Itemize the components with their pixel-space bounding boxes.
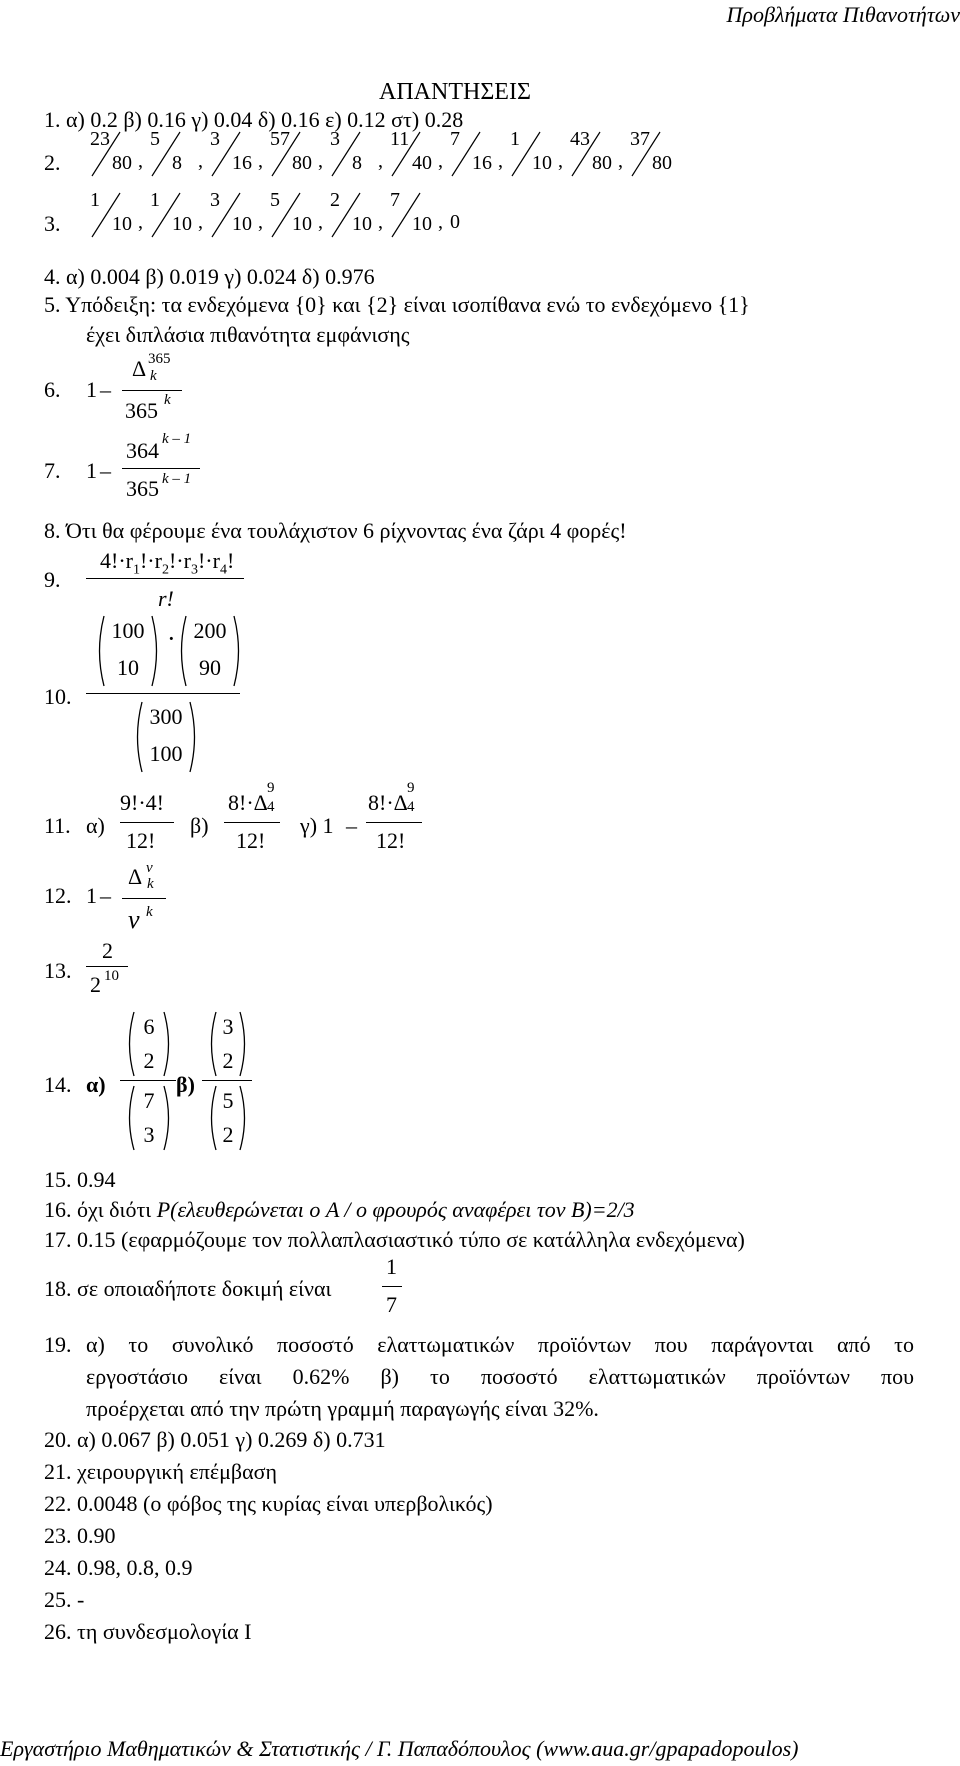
- binomial-bottom: 10: [117, 655, 139, 680]
- binomial-bottom: 100: [149, 741, 183, 766]
- answer-22: 22. 0.0048 (ο φόβος της κυρίας είναι υπερβολικός): [44, 1491, 493, 1516]
- fraction-denominator: 10: [232, 213, 252, 235]
- answer-7-num-sup: k – 1: [162, 431, 192, 447]
- binomial-top: 6: [143, 1014, 155, 1039]
- fraction-numerator: 7: [450, 128, 460, 150]
- answer-11-c-bar: [366, 822, 422, 823]
- answer-6-sub: k: [150, 368, 157, 384]
- slash-fraction: [146, 189, 202, 239]
- answer-19-line2: εργοστάσιο είναι 0.62% β) το ποσοστό ελαττωματικών προϊόντων που: [86, 1364, 914, 1389]
- answer-26: 26. τη συνδεσμολογία Ι: [44, 1619, 252, 1644]
- fraction-denominator: 8: [352, 152, 362, 174]
- binomial-top: 300: [149, 704, 183, 729]
- answer-18-den: 7: [386, 1292, 397, 1317]
- binomial-bottom: 3: [143, 1122, 155, 1147]
- fraction-denominator: 10: [352, 213, 372, 235]
- answer-7-num: 364: [126, 438, 159, 463]
- comma: ,: [138, 210, 143, 233]
- answer-11-b-den: 12!: [236, 828, 266, 853]
- fraction-denominator: 16: [472, 152, 492, 174]
- answer-21: 21. χειρουργική επέμβαση: [44, 1459, 277, 1484]
- tail-value: 0: [450, 210, 460, 233]
- slash-fraction: [446, 128, 502, 178]
- comma: ,: [378, 149, 383, 172]
- answer-11-b-bar: [224, 822, 280, 823]
- answer-1: 1. α) 0.2 β) 0.16 γ) 0.04 δ) 0.16 ε) 0.12 στ) 0.28: [44, 107, 464, 132]
- binomial-top: 100: [111, 618, 145, 643]
- comma: ,: [438, 149, 443, 172]
- answer-10-number: 10.: [44, 684, 72, 709]
- slash-fraction: [566, 128, 622, 178]
- answer-10-dot: ·: [167, 624, 176, 653]
- answer-10-binom-2: [176, 614, 244, 688]
- answer-14-b-top-binom: [206, 1010, 250, 1078]
- answer-14-b-label: β): [176, 1072, 195, 1097]
- answer-14-a-bottom-binom: [124, 1084, 174, 1152]
- answer-10-bar: [86, 693, 240, 694]
- answer-13-den-sup: 10: [104, 968, 119, 984]
- answer-6-delta: Δ: [132, 356, 147, 381]
- answer-6-sup: 365: [148, 351, 171, 367]
- fraction-numerator: 7: [390, 189, 400, 211]
- slash-fraction: [626, 128, 682, 178]
- answer-7-minus: –: [100, 458, 111, 483]
- comma: ,: [318, 149, 323, 172]
- answer-7-den-sup: k – 1: [162, 471, 192, 487]
- slash-fraction: [266, 189, 322, 239]
- comma: ,: [438, 210, 443, 233]
- comma: ,: [498, 149, 503, 172]
- binomial-top: 7: [143, 1088, 155, 1113]
- fraction-numerator: 1: [90, 189, 100, 211]
- fraction-denominator: 10: [112, 213, 132, 235]
- slash-fraction: [386, 189, 442, 239]
- answer-6-minus: –: [100, 377, 111, 402]
- answer-12-sup: ν: [146, 860, 153, 876]
- page-footer: Εργαστήριο Μαθηματικών & Στατιστικής / Γ. Παπαδόπουλος (www.aua.gr/gpapadopoulos): [0, 1736, 799, 1761]
- answer-7-one: 1: [86, 458, 97, 483]
- slash-fraction: [326, 189, 382, 239]
- answer-11-c-label: γ) 1: [300, 813, 334, 838]
- answer-13-number: 13.: [44, 958, 72, 983]
- answer-11-a-num: 9!·4!: [120, 790, 164, 815]
- binomial-bottom: 2: [222, 1048, 234, 1073]
- answer-4: 4. α) 0.004 β) 0.019 γ) 0.024 δ) 0.976: [44, 264, 375, 289]
- answer-14-a-label: α): [86, 1072, 106, 1097]
- slash-fraction: [326, 128, 382, 178]
- answer-6-number: 6.: [44, 377, 61, 402]
- answer-3-number: 3.: [44, 211, 61, 236]
- answer-2-fractions: [86, 128, 682, 178]
- answer-14-b-bottom-binom: [206, 1084, 250, 1152]
- slash-fraction: [206, 128, 262, 178]
- page-title: ΑΠΑΝΤΗΣΕΙΣ: [379, 79, 531, 105]
- fraction-denominator: 10: [532, 152, 552, 174]
- answer-11-c-sup: 9: [407, 780, 415, 796]
- comma: ,: [198, 149, 203, 172]
- fraction-numerator: 1: [510, 128, 520, 150]
- answer-10-binom-3: [132, 700, 200, 774]
- slash-fraction: [206, 189, 262, 239]
- answer-11-c-sub: 4: [407, 799, 415, 815]
- answer-14-a-top-binom: [124, 1010, 174, 1078]
- binomial-top: 5: [222, 1088, 234, 1113]
- answer-9-number: 9.: [44, 567, 61, 592]
- comma: ,: [318, 210, 323, 233]
- answer-13-den: 2: [90, 972, 101, 997]
- answer-11-number: 11.: [44, 813, 71, 838]
- answer-18-num: 1: [386, 1254, 397, 1279]
- answer-15: 15. 0.94: [44, 1167, 116, 1192]
- answer-10-binom-1: [94, 614, 162, 688]
- fraction-numerator: 37: [630, 128, 650, 150]
- fraction-numerator: 1: [150, 189, 160, 211]
- answer-6-den-sup: k: [164, 392, 171, 408]
- answer-11-b-sup: 9: [267, 780, 275, 796]
- answer-12-delta: Δ: [128, 864, 143, 889]
- answer-7-number: 7.: [44, 458, 61, 483]
- answer-19-line3: προέρχεται από την πρώτη γραμμή παραγωγής είναι 32%.: [86, 1396, 599, 1421]
- fraction-denominator: 80: [592, 152, 612, 174]
- answer-11-b-num: 8!·Δ: [228, 790, 268, 815]
- comma: ,: [618, 149, 623, 172]
- answer-7-bar: [122, 468, 200, 469]
- page-header: Προβλήματα Πιθανοτήτων: [726, 2, 960, 27]
- answer-11-a-den: 12!: [126, 828, 156, 853]
- fraction-denominator: 80: [652, 152, 672, 174]
- answer-14-b-bar: [202, 1080, 252, 1081]
- fraction-denominator: 80: [292, 152, 312, 174]
- fraction-numerator: 43: [570, 128, 590, 150]
- binomial-bottom: 2: [143, 1048, 155, 1073]
- fraction-denominator: 80: [112, 152, 132, 174]
- answer-17: 17. 0.15 (εφαρμόζουμε τον πολλαπλασιαστικό τύπο σε κατάλληλα ενδεχόμενα): [44, 1227, 745, 1252]
- comma: ,: [138, 149, 143, 172]
- fraction-denominator: 40: [412, 152, 432, 174]
- answer-23: 23. 0.90: [44, 1523, 116, 1548]
- answer-11-b-sub: 4: [267, 799, 275, 815]
- answer-11-c-num: 8!·Δ: [368, 790, 408, 815]
- fraction-numerator: 23: [90, 128, 110, 150]
- answer-12-den-sup: k: [146, 904, 153, 920]
- slash-fraction: [86, 189, 142, 239]
- fraction-denominator: 16: [232, 152, 252, 174]
- answer-5-line2: έχει διπλάσια πιθανότητα εμφάνισης: [86, 322, 410, 347]
- fraction-denominator: 8: [172, 152, 182, 174]
- answer-13-bar: [86, 966, 128, 967]
- answer-11-b-label: β): [190, 813, 209, 838]
- fraction-numerator: 11: [390, 128, 410, 150]
- answer-6-one: 1: [86, 377, 97, 402]
- answer-9-numerator: $4!\cdot r_1!\cdot r_2!\cdot r_3!\cdot r_4$!: [100, 548, 235, 578]
- comma: ,: [378, 210, 383, 233]
- fraction-numerator: 5: [270, 189, 280, 211]
- answer-19-line1: 19. α) το συνολικό ποσοστό ελαττωματικών προϊόντων που παράγονται από το: [44, 1332, 914, 1357]
- answer-5: 5. Υπόδειξη: τα ενδεχόμενα {0} και {2} είναι ισοπίθανα ενώ το ενδεχόμενο {1}: [44, 292, 750, 317]
- fraction-denominator: 10: [172, 213, 192, 235]
- answer-11-a-label: α): [86, 813, 105, 838]
- comma: ,: [558, 149, 563, 172]
- answer-24: 24. 0.98, 0.8, 0.9: [44, 1555, 193, 1580]
- answer-12-bar: [122, 898, 166, 899]
- answer-18-bar: [382, 1286, 402, 1287]
- slash-fraction: [146, 128, 202, 178]
- answer-12-den: ν: [128, 905, 140, 934]
- binomial-top: 3: [222, 1014, 234, 1039]
- fraction-numerator: 3: [210, 189, 220, 211]
- answer-16: 16. όχι διότι P(ελευθερώνεται ο A / ο φρουρός αναφέρει τον B)=2/3: [44, 1197, 635, 1222]
- fraction-numerator: 57: [270, 128, 290, 150]
- comma: ,: [258, 149, 263, 172]
- answer-11-a-bar: [120, 822, 174, 823]
- slash-fraction: [266, 128, 322, 178]
- answer-12-number: 12.: [44, 883, 72, 908]
- fraction-numerator: 3: [330, 128, 340, 150]
- answer-6-bar: [122, 390, 182, 391]
- answer-18: 18. σε οποιαδήποτε δοκιμή είναι: [44, 1276, 332, 1301]
- comma: ,: [258, 210, 263, 233]
- slash-fraction: [506, 128, 562, 178]
- binomial-top: 200: [193, 618, 227, 643]
- answer-3-fractions: [86, 189, 463, 239]
- fraction-numerator: 3: [210, 128, 220, 150]
- answer-11-c-minus: –: [346, 813, 357, 838]
- answer-12-one: 1: [86, 883, 97, 908]
- answer-13-num: 2: [102, 938, 113, 963]
- fraction-denominator: 10: [412, 213, 432, 235]
- slash-fraction: [386, 128, 442, 178]
- comma: ,: [198, 210, 203, 233]
- answer-12-minus: –: [100, 883, 111, 908]
- answer-12-sub: k: [147, 876, 154, 892]
- answer-11-c-den: 12!: [376, 828, 406, 853]
- answer-20: 20. α) 0.067 β) 0.051 γ) 0.269 δ) 0.731: [44, 1427, 386, 1452]
- answer-9-den: r!: [158, 586, 174, 611]
- answer-9-bar: [86, 578, 244, 579]
- fraction-numerator: 5: [150, 128, 160, 150]
- answer-25: 25. -: [44, 1587, 85, 1612]
- answer-7-den: 365: [126, 476, 159, 501]
- answer-14-number: 14.: [44, 1072, 72, 1097]
- answer-14-a-bar: [120, 1080, 176, 1081]
- fraction-numerator: 2: [330, 189, 340, 211]
- fraction-denominator: 10: [292, 213, 312, 235]
- binomial-bottom: 90: [199, 655, 221, 680]
- answer-2-number: 2.: [44, 150, 61, 175]
- slash-fraction: [86, 128, 142, 178]
- answer-8: 8. Ότι θα φέρουμε ένα τουλάχιστον 6 ρίχνοντας ένα ζάρι 4 φορές!: [44, 518, 627, 543]
- answer-6-den: 365: [125, 398, 158, 423]
- binomial-bottom: 2: [222, 1122, 234, 1147]
